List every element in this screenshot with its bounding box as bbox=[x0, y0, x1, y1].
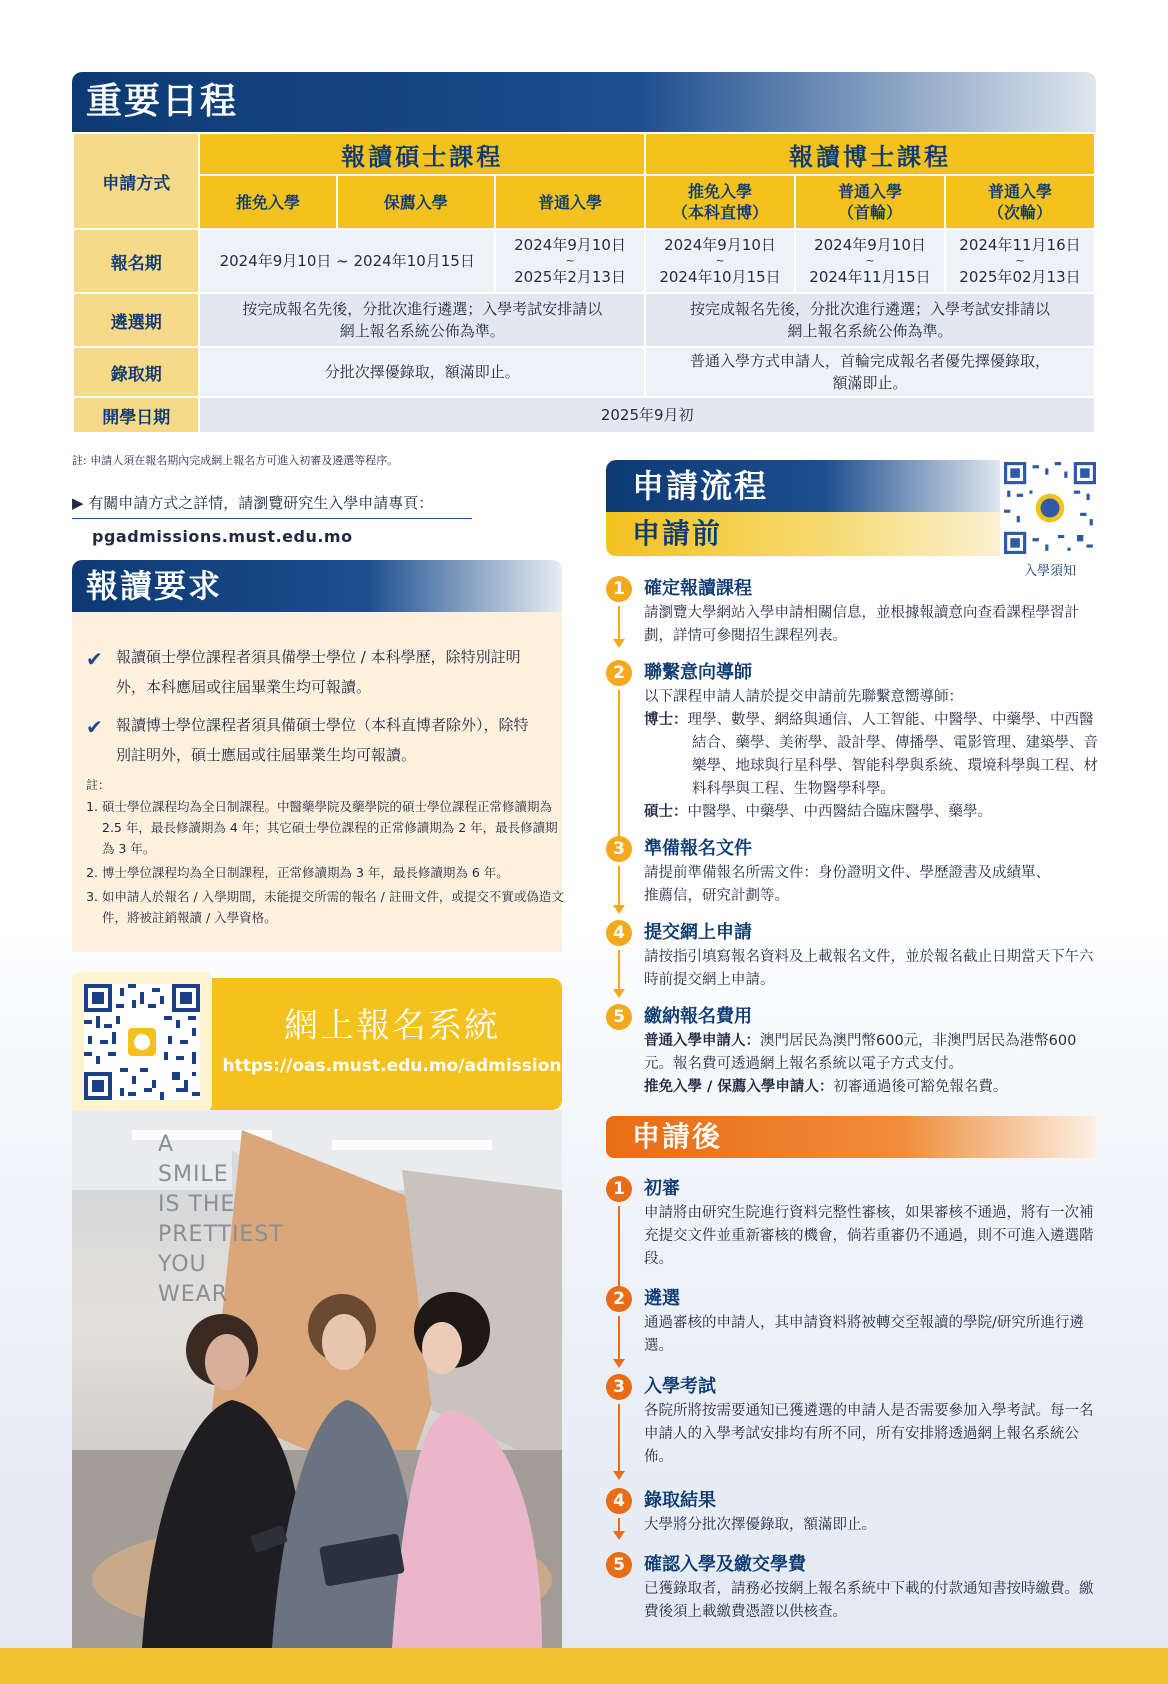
wall-slogan: A SMILE IS THE PRETTIEST YOU WEAR bbox=[158, 1132, 284, 1307]
requirements-notes-title: 註： bbox=[86, 778, 111, 792]
admission-label: 錄取期 bbox=[73, 347, 199, 397]
phd-col-3: 普通入學 （次輪） bbox=[945, 175, 1095, 229]
requirements-box bbox=[72, 612, 562, 952]
note-item: 1. 碩士學位課程均為全日制課程。中醫藥學院及藥學院的碩士學位課程正常修讀期為 2.5 年，最長修讀期為 4 年；其它碩士學位課程的正常修讀期為 2 年，最長修讀期為 3 年。 bbox=[102, 796, 564, 859]
step-title: 聯繫意向導師 bbox=[644, 662, 752, 683]
admission-phd: 普通入學方式申請人，首輪完成報名者優先擇優錄取， 額滿即止。 bbox=[645, 347, 1095, 397]
step-body: 以下課程申請人請於提交申請前先聯繫意嚮導師： 博士：理學、數學、網絡與通信、人工智能、中醫學、中藥學、中西醫結合、藥學、美術學、設計學、傳播學、電影管理、建築學、音樂學、地球與行星科學、智能科學與系統、環境科學與工程、材料科學與工程、生物醫學科學。 碩士：中醫學、中藥學、中西醫結合臨床醫學、藥學。 bbox=[644, 689, 1098, 820]
selection-label: 遴選期 bbox=[73, 293, 199, 347]
qr-code-icon[interactable] bbox=[1004, 462, 1096, 554]
requirements-notes bbox=[86, 796, 564, 931]
schedule-table bbox=[72, 132, 1096, 434]
masters-col-2: 保薦入學 bbox=[337, 175, 496, 229]
after-application-bar bbox=[606, 1116, 1096, 1158]
step-number: 3 bbox=[606, 836, 632, 862]
before-application-bar bbox=[606, 512, 1000, 556]
masters-col-3: 普通入學 bbox=[495, 175, 645, 229]
step-number: 1 bbox=[606, 576, 632, 602]
step-body: 請瀏覽大學網站入學申請相關信息，並根據報讀意向查看課程學習計劃，詳情可參閱招生課程列表。 bbox=[644, 605, 1079, 644]
phd-col-1: 推免入學 （本科直博） bbox=[645, 175, 795, 229]
check-icon: ✔ bbox=[86, 647, 103, 671]
students-photo bbox=[72, 1110, 562, 1648]
step-body: 請提前準備報名所需文件：身份證明文件、學歷證書及成績單、推薦信，研究計劃等。 bbox=[644, 865, 1050, 904]
arrow-down-icon bbox=[618, 1316, 620, 1366]
oas-qr-frame bbox=[72, 972, 212, 1112]
step-number: 3 bbox=[606, 1374, 632, 1400]
online-system-card[interactable] bbox=[72, 978, 562, 1110]
selection-masters: 按完成報名先後，分批次進行遴選；入學考試安排請以 網上報名系統公佈為準。 bbox=[199, 293, 645, 347]
step-body: 申請將由研究生院進行資料完整性審核，如果審核不通過，將有一次補充提交文件並重新審核的機會，倘若重審仍不通過，則不可進入遴選階段。 bbox=[644, 1205, 1094, 1267]
method-label: 申請方式 bbox=[73, 133, 199, 229]
step-title: 遴選 bbox=[644, 1288, 680, 1309]
step-title: 準備報名文件 bbox=[644, 838, 752, 859]
step-body: 普通入學申請人：澳門居民為澳門幣600元，非澳門居民為港幣600元。報名費可透過網上報名系統以電子方式支付。 推免入學 / 保薦入學申請人：初審通過後可豁免報名費。 bbox=[644, 1033, 1077, 1095]
step-number: 4 bbox=[606, 920, 632, 946]
arrow-down-icon bbox=[618, 606, 620, 646]
online-system-url[interactable]: https://oas.must.edu.mo/admission bbox=[222, 1056, 562, 1076]
step-body: 已獲錄取者，請務必按網上報名系統中下載的付款通知書按時繳費。繳費後須上載繳費憑證以供核查。 bbox=[644, 1581, 1094, 1620]
qr-label: 入學須知 bbox=[1023, 564, 1076, 579]
requirement-item: ✔ 報讀博士學位課程者須具備碩士學位（本科直博者除外），除特別註明外，碩士應屆或往屆畢業生均可報讀。 bbox=[86, 710, 542, 770]
registration-label: 報名期 bbox=[73, 229, 199, 293]
selection-phd: 按完成報名先後，分批次進行遴選；入學考試安排請以 網上報名系統公佈為準。 bbox=[645, 293, 1095, 347]
masters-group-header: 報讀碩士課程 bbox=[199, 133, 645, 175]
arrow-down-icon bbox=[618, 950, 620, 996]
registration-phd-3: 2024年11月16日 ~ 2025年02月13日 bbox=[945, 229, 1095, 293]
start-date-label: 開學日期 bbox=[73, 397, 199, 433]
schedule-header bbox=[72, 72, 1096, 132]
pgadmissions-link[interactable]: pgadmissions.must.edu.mo bbox=[92, 527, 353, 546]
phd-group-header: 報讀博士課程 bbox=[645, 133, 1095, 175]
step-number: 5 bbox=[606, 1004, 632, 1030]
process-header bbox=[606, 460, 1000, 512]
step-title: 錄取結果 bbox=[644, 1490, 716, 1511]
process-title: 申請流程 bbox=[632, 467, 769, 505]
registration-phd-2: 2024年9月10日 ~ 2024年11月15日 bbox=[795, 229, 945, 293]
registration-masters-a: 2024年9月10日 ~ 2024年10月15日 bbox=[199, 229, 495, 293]
schedule-title: 重要日程 bbox=[86, 81, 239, 122]
arrow-down-icon bbox=[618, 866, 620, 912]
footer-bar bbox=[0, 1648, 1168, 1684]
admission-masters: 分批次擇優錄取，額滿即止。 bbox=[199, 347, 645, 397]
more-info-text: ▶ 有關申請方式之詳情，請瀏覽研究生入學申請專頁： bbox=[72, 492, 472, 519]
registration-phd-1: 2024年9月10日 ~ 2024年10月15日 bbox=[645, 229, 795, 293]
step-title: 入學考試 bbox=[644, 1376, 716, 1397]
step-number: 5 bbox=[606, 1552, 632, 1578]
step-title: 確認入學及繳交學費 bbox=[644, 1554, 806, 1575]
step-title: 繳納報名費用 bbox=[644, 1006, 752, 1027]
online-system-title: 網上報名系統 bbox=[284, 1006, 500, 1046]
registration-masters-b: 2024年9月10日 ~ 2025年2月13日 bbox=[495, 229, 645, 293]
step-body: 請按指引填寫報名資料及上載報名文件，並於報名截止日期當天下午六時前提交網上申請。 bbox=[644, 949, 1094, 988]
step-title: 確定報讀課程 bbox=[644, 578, 752, 599]
start-date-value: 2025年9月初 bbox=[199, 397, 1095, 433]
check-icon: ✔ bbox=[86, 715, 103, 739]
requirement-item: ✔ 報讀碩士學位課程者須具備學士學位 / 本科學歷，除特別註明外，本科應屆或往屆畢業生均可報讀。 bbox=[86, 642, 542, 702]
step-number: 2 bbox=[606, 660, 632, 686]
qr-code-icon[interactable] bbox=[84, 984, 200, 1100]
requirements-title: 報讀要求 bbox=[86, 567, 223, 605]
masters-col-1: 推免入學 bbox=[199, 175, 336, 229]
step-number: 2 bbox=[606, 1286, 632, 1312]
arrow-down-icon bbox=[618, 1404, 620, 1478]
step-body: 大學將分批次擇優錄取，額滿即止。 bbox=[644, 1517, 876, 1533]
phd-col-2: 普通入學 （首輪） bbox=[795, 175, 945, 229]
step-body: 通過審核的申請人，其申請資料將被轉交至報讀的學院/研究所進行遴選。 bbox=[644, 1315, 1084, 1354]
step-body: 各院所將按需要通知已獲遴選的申請人是否需要參加入學考試。每一名申請人的入學考試安排均有所不同，所有安排將透過網上報名系統公佈。 bbox=[644, 1403, 1094, 1465]
step-number: 1 bbox=[606, 1176, 632, 1202]
step-number: 4 bbox=[606, 1488, 632, 1514]
after-title: 申請後 bbox=[632, 1120, 723, 1153]
more-info bbox=[72, 492, 472, 546]
arrow-down-icon bbox=[618, 690, 620, 852]
step-title: 初審 bbox=[644, 1178, 680, 1199]
schedule-note: 註: 申請人須在報名期內完成網上報名方可進入初審及遴選等程序。 bbox=[72, 454, 399, 467]
arrow-down-icon bbox=[618, 1518, 620, 1538]
note-item: 2. 博士學位課程均為全日制課程，正常修讀期為 3 年，最長修讀期為 6 年。 bbox=[102, 862, 564, 883]
step-title: 提交網上申請 bbox=[644, 922, 752, 943]
requirements-header bbox=[72, 560, 562, 612]
before-title: 申請前 bbox=[632, 517, 723, 550]
note-item: 3. 如申請人於報名 / 入學期間，未能提交所需的報名 / 註冊文件，或提交不實或偽造文件，將被註銷報讀 / 入學資格。 bbox=[102, 886, 564, 928]
students-illustration bbox=[72, 1110, 562, 1648]
